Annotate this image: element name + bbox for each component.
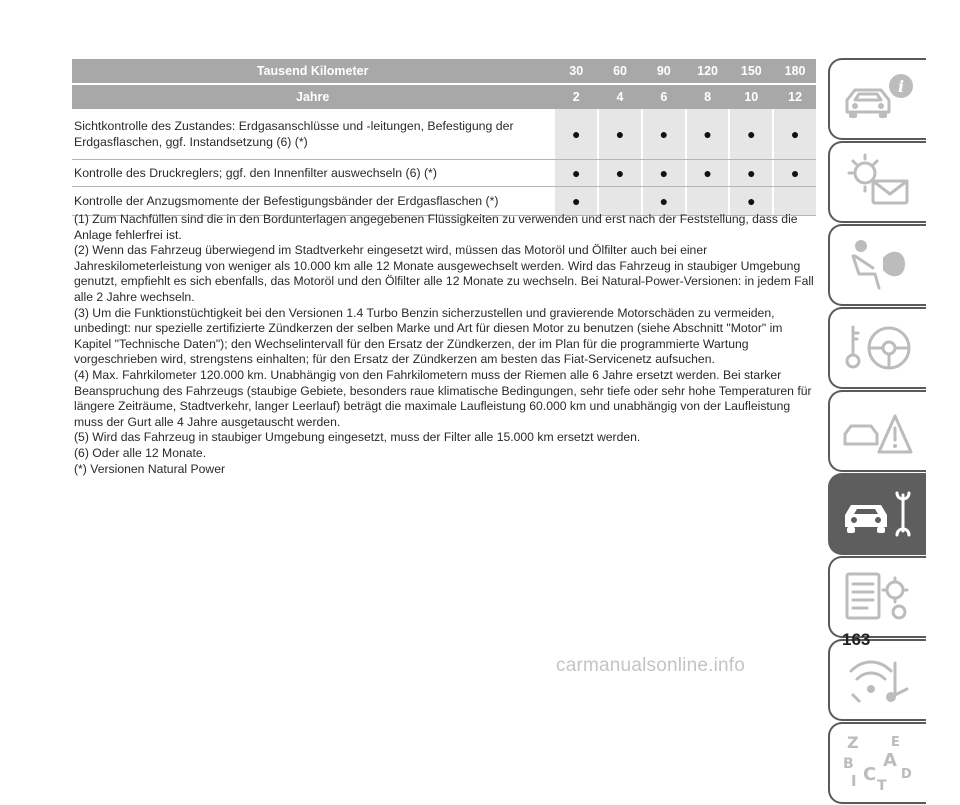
chapter-tab-warning-lights[interactable]: [828, 141, 926, 223]
service-dot: ●: [572, 193, 581, 209]
footnote: (4) Max. Fahrkilometer 120.000 km. Unabhängig von den Fahrkilometern muss der Riemen alle 6 Jahre ersetzt werden. Bei starker Beanspruchung des Fahrzeugs (staubige Gebiete, besonders raue klimatische Bedingungen, sehr tiefe oder sehr hohe Temperaturen für längere Zeiträume, Stadtverkehr, langer Leerlauf) beträgt die maximale Laufleistung 60.000 km und unabhängig von der Laufleistung muss der Gurt alle 4 Jahre ausgetauscht werden.: [74, 367, 812, 429]
header-km-cell: 150: [740, 64, 762, 78]
safety-icon: [839, 234, 917, 296]
chapter-sidebar: [828, 58, 930, 805]
table-row: [72, 109, 816, 160]
service-dot: ●: [659, 193, 669, 209]
service-dot: ●: [790, 126, 800, 142]
interval-cell: [687, 187, 729, 215]
chapter-tab-emergency[interactable]: [828, 390, 926, 472]
warning-lights-icon: [839, 151, 917, 213]
header-km-cell: 180: [784, 64, 806, 78]
index-icon: [839, 732, 917, 794]
footnotes: [74, 212, 818, 477]
header-year-cell: 8: [704, 90, 712, 104]
header-years-label: Jahre: [296, 90, 330, 104]
index-letter: E: [891, 735, 900, 750]
row-label: Kontrolle des Druckreglers; ggf. den Innenfilter auswechseln (6) (*): [74, 166, 437, 180]
row-label: Sichtkontrolle des Zustandes: Erdgasanschlüsse und -leitungen, Befestigung der Erdgasflaschen, ggf. Instandsetzung (6) (*): [74, 119, 514, 149]
service-dot: ●: [615, 126, 625, 142]
index-letter: Z: [847, 733, 859, 752]
service-dot: ●: [703, 126, 712, 142]
page-number: 163: [842, 630, 871, 649]
service-dot: ●: [615, 165, 625, 181]
interval-cell: [599, 160, 641, 186]
table-header-years: [72, 85, 816, 109]
chapter-tab-index[interactable]: [828, 722, 926, 804]
watermark: carmanualsonline.info: [556, 655, 746, 676]
footnote: (3) Um die Funktionstüchtigkeit bei den Versionen 1.4 Turbo Benzin sicherzustellen und gravierende Motorschäden zu vermeiden, unbedingt: nur spezielle zertifizierte Zündkerzen der selben Marke und Art für diesen Motor zu benutzen (siehe Abschnitt "Motor" im Kapitel "Technische Daten"); den Wechselintervall für den Ersatz der Zündkerzen, der im Plan für die programmierte Wartung vorgeschrieben wird, strengstens einhalten; für den Ersatz der Zündkerzen am besten das Fiat-Servicenetz aufsuchen.: [74, 305, 783, 367]
maintenance-icon: [839, 483, 917, 545]
footnote: (*) Versionen Natural Power: [74, 461, 226, 476]
service-dot: ●: [572, 126, 581, 142]
service-dot: ●: [747, 126, 756, 142]
table-row: [72, 160, 816, 187]
starting-driving-icon: [839, 317, 917, 379]
index-letter: D: [901, 767, 912, 782]
header-year-cell: 10: [744, 90, 759, 104]
chapter-tab-starting-driving[interactable]: [828, 307, 926, 389]
header-year-cell: 6: [660, 90, 668, 104]
index-letter: I: [851, 772, 857, 790]
interval-cell: [730, 109, 772, 159]
multimedia-icon: [839, 649, 917, 711]
footnote: (6) Oder alle 12 Monate.: [74, 445, 207, 460]
service-dot: ●: [747, 193, 756, 209]
technical-data-icon: [839, 566, 917, 628]
interval-cell: [599, 109, 641, 159]
svg-text:i: i: [897, 77, 905, 96]
chapter-tab-technical-data[interactable]: [828, 556, 926, 638]
interval-cell: [774, 109, 816, 159]
car-info-icon: [839, 68, 917, 130]
interval-cell: [774, 187, 816, 215]
header-year-cell: 2: [572, 90, 580, 104]
service-dot: ●: [747, 165, 756, 181]
index-letter: T: [877, 778, 887, 794]
header-km-cell: 30: [569, 64, 584, 78]
interval-cell: [555, 160, 597, 186]
header-km-cell: 60: [613, 64, 627, 78]
header-year-cell: 4: [616, 90, 624, 104]
index-letter: B: [843, 756, 854, 772]
service-dot: ●: [659, 165, 669, 181]
table-header-km: [72, 59, 816, 83]
header-km-label: Tausend Kilometer: [256, 64, 369, 78]
footnote: (5) Wird das Fahrzeug in staubiger Umgebung eingesetzt, muss der Filter alle 15.000 km ersetzt werden.: [74, 430, 641, 445]
interval-cell: [643, 109, 685, 159]
row-label: Kontrolle der Anzugsmomente der Befestigungsbänder der Erdgasflaschen (*): [74, 194, 499, 208]
emergency-icon: [839, 400, 917, 462]
chapter-tab-safety[interactable]: [828, 224, 926, 306]
interval-cell: [687, 109, 729, 159]
chapter-tab-maintenance[interactable]: [828, 473, 926, 555]
index-letter: C: [863, 764, 877, 785]
header-km-cell: 90: [656, 64, 671, 78]
interval-cell: [599, 187, 641, 215]
service-dot: ●: [572, 165, 581, 181]
header-km-cell: 120: [697, 64, 718, 78]
index-letter: A: [883, 750, 897, 771]
interval-cell: [643, 160, 685, 186]
interval-cell: [774, 160, 816, 186]
service-dot: ●: [790, 165, 800, 181]
interval-cell: [555, 109, 597, 159]
footnote: (2) Wenn das Fahrzeug überwiegend im Stadtverkehr eingesetzt wird, müssen das Motoröl und Ölfilter auch bei einer Jahreskilometerleistung von weniger als 10.000 km alle 12 Monate ausgewechselt werden. Wird das Fahrzeug in staubiger Umgebung genutzt, empfiehlt es sich ebenfalls, das Motoröl und den Ölfilter alle 12 Monate zu wechseln. Bei Natural-Power-Versionen: in jedem Fall alle 2 Jahre wechseln.: [74, 243, 814, 304]
interval-cell: [643, 187, 685, 215]
chapter-tab-multimedia[interactable]: [828, 639, 926, 721]
header-year-cell: 12: [788, 90, 803, 104]
service-dot: ●: [659, 126, 669, 142]
footnote: (1) Zum Nachfüllen sind die in den Bordunterlagen angegebenen Flüssigkeiten zu verwenden und erst nach der Feststellung, dass die Anlage fehlerfrei ist.: [74, 212, 798, 242]
service-dot: ●: [703, 165, 712, 181]
maintenance-table: [72, 59, 816, 216]
interval-cell: [555, 187, 597, 215]
chapter-tab-knowing-vehicle[interactable]: [828, 58, 926, 140]
interval-cell: [687, 160, 729, 186]
interval-cell: [730, 187, 772, 215]
interval-cell: [730, 160, 772, 186]
